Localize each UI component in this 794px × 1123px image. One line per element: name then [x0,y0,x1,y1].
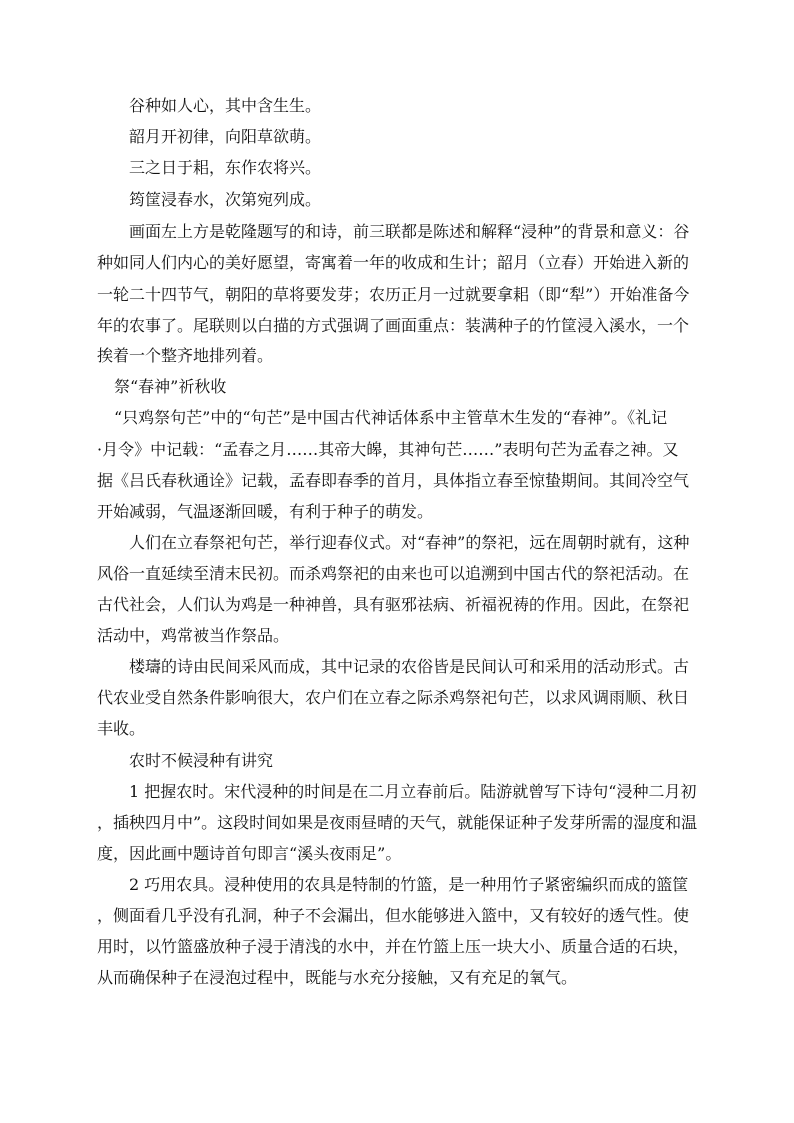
paragraph-line: ，侧面看几乎没有孔洞，种子不会漏出，但水能够进入篮中，又有较好的透气性。使 [97,906,690,925]
paragraph-line: 风俗一直延续至清末民初。而杀鸡祭祀的由来也可以追溯到中国古代的祭祀活动。在 [97,564,690,583]
paragraph-line: 据《吕氏春秋通诠》记载，孟春即春季的首月，具体指立春至惊蛰期间。其间冷空气 [97,471,690,490]
paragraph-line: ·月令》中记载：“孟春之月……其帝大皞，其神句芒……”表明句芒为孟春之神。又 [97,440,679,459]
paragraph-line: ，插秧四月中”。这段时间如果是夜雨昼晴的天气，就能保证种子发芽所需的湿度和温 [97,813,698,832]
paragraph-line: 开始减弱，气温逐渐回暖，有利于种子的萌发。 [97,502,434,521]
poem-line: 谷种如人心，其中含生生。 [129,96,322,115]
paragraph-line: 挨着一个整齐地排列着。 [97,346,274,365]
section-heading: 祭“春神”祈秋收 [114,377,227,396]
paragraph-line: 楼璹的诗由民间采风而成，其中记录的农俗皆是民间认可和采用的活动形式。古 [129,657,690,676]
poem-line: 三之日于耜，东作农将兴。 [129,158,322,177]
paragraph-line: 人们在立春祭祀句芒，举行迎春仪式。对“春神”的祭祀，远在周朝时就有，这种 [129,533,690,552]
paragraph-line: 活动中，鸡常被当作祭品。 [97,626,290,645]
paragraph-line: 代农业受自然条件影响很大，农户们在立春之际杀鸡祭祀句芒，以求风调雨顺、秋日 [97,688,690,707]
paragraph-line: 2 巧用农具。浸种使用的农具是特制的竹篮，是一种用竹子紧密编织而成的篮筐 [129,875,689,894]
section-heading: 农时不候浸种有讲究 [129,751,274,770]
paragraph-line: 丰收。 [97,719,146,738]
poem-line: 韶月开初律，向阳草欲萌。 [129,127,322,146]
paragraph-line: 一轮二十四节气，朝阳的草将要发芽；农历正月一过就要拿耜（即“犁”）开始准备今 [97,285,690,304]
paragraph-line: 从而确保种子在浸泡过程中，既能与水充分接触，又有充足的氧气。 [97,968,578,987]
paragraph-line: 1 把握农时。宋代浸种的时间是在二月立春前后。陆游就曾写下诗句“浸种二月初 [129,782,697,801]
poem-line: 筠筐浸春水，次第宛列成。 [129,190,322,209]
paragraph-line: 古代社会，人们认为鸡是一种神兽，具有驱邪祛病、祈福祝祷的作用。因此，在祭祀 [97,595,690,614]
paragraph-line: 年的农事了。尾联则以白描的方式强调了画面重点：装满种子的竹筐浸入溪水，一个 [97,316,690,335]
paragraph-line: 画面左上方是乾隆题写的和诗，前三联都是陈述和解释“浸种”的背景和意义：谷 [129,222,690,241]
paragraph-line: 用时，以竹篮盛放种子浸于清浅的水中，并在竹篮上压一块大小、质量合适的石块， [97,937,690,956]
paragraph-line: 种如同人们内心的美好愿望，寄寓着一年的收成和生计；韶月（立春）开始进入新的 [97,253,690,272]
paragraph-line: 度，因此画中题诗首句即言“溪头夜雨足”。 [97,844,402,863]
paragraph-line: “只鸡祭句芒”中的“句芒”是中国古代神话体系中主管草木生发的“春神”。《礼记 [114,408,668,427]
